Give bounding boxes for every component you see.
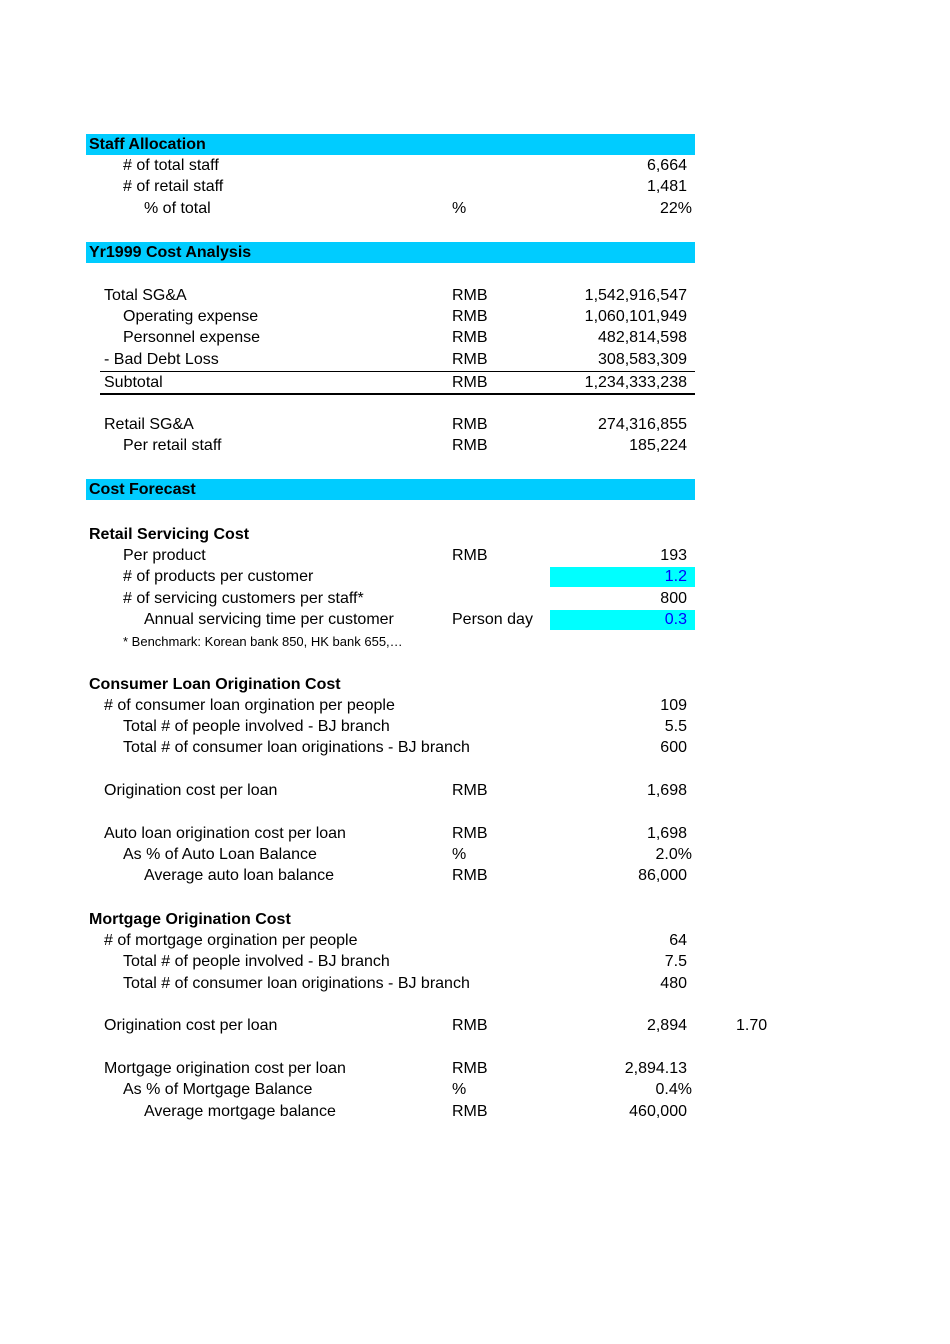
row-value: 2,894.13 xyxy=(624,1060,687,1077)
row-total-sga xyxy=(0,285,950,306)
row-unit: RMB xyxy=(452,1103,488,1120)
row-value: 64 xyxy=(669,932,687,949)
subsection-title-mortgage: Mortgage Origination Cost xyxy=(89,911,291,928)
row-value: 274,316,855 xyxy=(598,416,687,433)
row-value: 1,698 xyxy=(646,825,687,842)
row-unit: % xyxy=(452,846,467,863)
row-personnel-expense xyxy=(0,327,950,348)
row-unit: % xyxy=(452,1081,467,1098)
row-mortgage-cost-per-loan xyxy=(0,1015,950,1036)
row-label: Retail SG&A xyxy=(104,416,194,433)
row-total-staff xyxy=(0,155,950,176)
row-annual-servicing-time xyxy=(0,609,950,630)
row-mortgage-pct xyxy=(0,1079,950,1100)
row-label: # of servicing customers per staff* xyxy=(123,590,364,607)
row-unit: RMB xyxy=(452,416,488,433)
row-auto-loan-cost xyxy=(0,823,950,844)
section-header-cost-forecast xyxy=(86,479,695,500)
row-label: Mortgage origination cost per loan xyxy=(104,1060,346,1077)
row-value: 308,583,309 xyxy=(598,351,687,368)
row-label: Origination cost per loan xyxy=(104,1017,278,1034)
row-mortgage-per-people xyxy=(0,930,950,951)
row-unit: RMB xyxy=(452,547,488,564)
row-label: # of mortgage orgination per people xyxy=(104,932,358,949)
row-extra-value: 1.70 xyxy=(736,1017,768,1034)
row-label: - Bad Debt Loss xyxy=(104,351,219,368)
row-label: Total # of people involved - BJ branch xyxy=(123,953,390,970)
row-label: Origination cost per loan xyxy=(104,782,278,799)
row-mortgage-originations xyxy=(0,973,950,994)
row-value: 460,000 xyxy=(629,1103,687,1120)
row-unit: RMB xyxy=(452,351,488,368)
row-auto-loan-balance xyxy=(0,865,950,886)
row-value: 6,664 xyxy=(646,157,687,174)
row-per-retail-staff xyxy=(0,435,950,456)
row-label: Average mortgage balance xyxy=(144,1103,336,1120)
row-value: 600 xyxy=(660,739,687,756)
row-consumer-people-involved xyxy=(0,716,950,737)
row-unit: Person day xyxy=(452,611,533,628)
row-label: % of total xyxy=(144,200,211,217)
row-value: 482,814,598 xyxy=(598,329,687,346)
row-label: Annual servicing time per customer xyxy=(144,611,394,628)
row-value: 5.5 xyxy=(664,718,687,735)
row-retail-sga xyxy=(0,414,950,435)
row-label: Average auto loan balance xyxy=(144,867,335,884)
row-unit: RMB xyxy=(452,1017,488,1034)
section-header-cost-analysis xyxy=(86,242,695,263)
row-value: 86,000 xyxy=(638,867,687,884)
row-operating-expense xyxy=(0,306,950,327)
row-label: Auto loan origination cost per loan xyxy=(104,825,346,842)
row-mortgage-origination-cost xyxy=(0,1058,950,1079)
row-products-per-customer xyxy=(0,566,950,587)
row-value: 193 xyxy=(660,547,687,564)
row-value: 185,224 xyxy=(629,437,687,454)
row-subtotal xyxy=(0,372,950,393)
benchmark-note: * Benchmark: Korean bank 850, HK bank 655,… xyxy=(123,634,403,649)
row-label: # of retail staff xyxy=(123,178,224,195)
row-label: Subtotal xyxy=(104,374,163,391)
row-value: 0.4% xyxy=(655,1081,692,1098)
row-label: Total # of people involved - BJ branch xyxy=(123,718,390,735)
row-label: Total SG&A xyxy=(104,287,187,304)
row-unit: % xyxy=(452,200,467,217)
row-customers-per-staff xyxy=(0,588,950,609)
row-value: 109 xyxy=(660,697,687,714)
row-value: 22% xyxy=(659,200,692,217)
row-bad-debt-loss xyxy=(0,349,950,370)
row-value: 800 xyxy=(660,590,687,607)
row-label: As % of Mortgage Balance xyxy=(123,1081,313,1098)
row-value: 7.5 xyxy=(664,953,687,970)
row-unit: RMB xyxy=(452,287,488,304)
input-cell-value: 0.3 xyxy=(664,611,687,628)
row-unit: RMB xyxy=(452,329,488,346)
row-value: 2,894 xyxy=(646,1017,687,1034)
row-label: Per product xyxy=(123,547,206,564)
row-unit: RMB xyxy=(452,1060,488,1077)
row-label: Operating expense xyxy=(123,308,259,325)
row-value: 1,234,333,238 xyxy=(584,374,687,391)
row-value: 2.0% xyxy=(655,846,692,863)
row-unit: RMB xyxy=(452,374,488,391)
row-unit: RMB xyxy=(452,867,488,884)
section-title: Yr1999 Cost Analysis xyxy=(89,244,252,261)
section-header-staff-allocation xyxy=(86,134,695,155)
row-unit: RMB xyxy=(452,308,488,325)
row-auto-loan-pct xyxy=(0,844,950,865)
section-title: Cost Forecast xyxy=(89,481,196,498)
row-value: 1,698 xyxy=(646,782,687,799)
row-value: 1,542,916,547 xyxy=(584,287,687,304)
row-unit: RMB xyxy=(452,782,488,799)
row-consumer-cost-per-loan xyxy=(0,780,950,801)
row-label: Total # of consumer loan originations - BJ branch xyxy=(123,739,470,756)
subsection-title-retail-servicing: Retail Servicing Cost xyxy=(89,526,250,543)
subtotal-bottom-rule xyxy=(100,393,695,395)
row-label: Per retail staff xyxy=(123,437,222,454)
row-mortgage-balance xyxy=(0,1101,950,1122)
section-title: Staff Allocation xyxy=(89,136,206,153)
row-retail-staff xyxy=(0,176,950,197)
row-label: As % of Auto Loan Balance xyxy=(123,846,317,863)
row-value: 480 xyxy=(660,975,687,992)
row-value: 1,060,101,949 xyxy=(584,308,687,325)
row-label: Total # of consumer loan originations - BJ branch xyxy=(123,975,470,992)
row-label: # of products per customer xyxy=(123,568,314,585)
row-unit: RMB xyxy=(452,825,488,842)
row-label: # of consumer loan orgination per people xyxy=(104,697,395,714)
row-pct-of-total xyxy=(0,198,950,219)
row-label: # of total staff xyxy=(123,157,219,174)
row-per-product xyxy=(0,545,950,566)
row-unit: RMB xyxy=(452,437,488,454)
subsection-title-consumer-loan: Consumer Loan Origination Cost xyxy=(89,676,341,693)
row-label: Personnel expense xyxy=(123,329,260,346)
row-value: 1,481 xyxy=(646,178,687,195)
row-mortgage-people-involved xyxy=(0,951,950,972)
input-cell-value: 1.2 xyxy=(664,568,687,585)
row-consumer-originations xyxy=(0,737,950,758)
row-consumer-per-people xyxy=(0,695,950,716)
